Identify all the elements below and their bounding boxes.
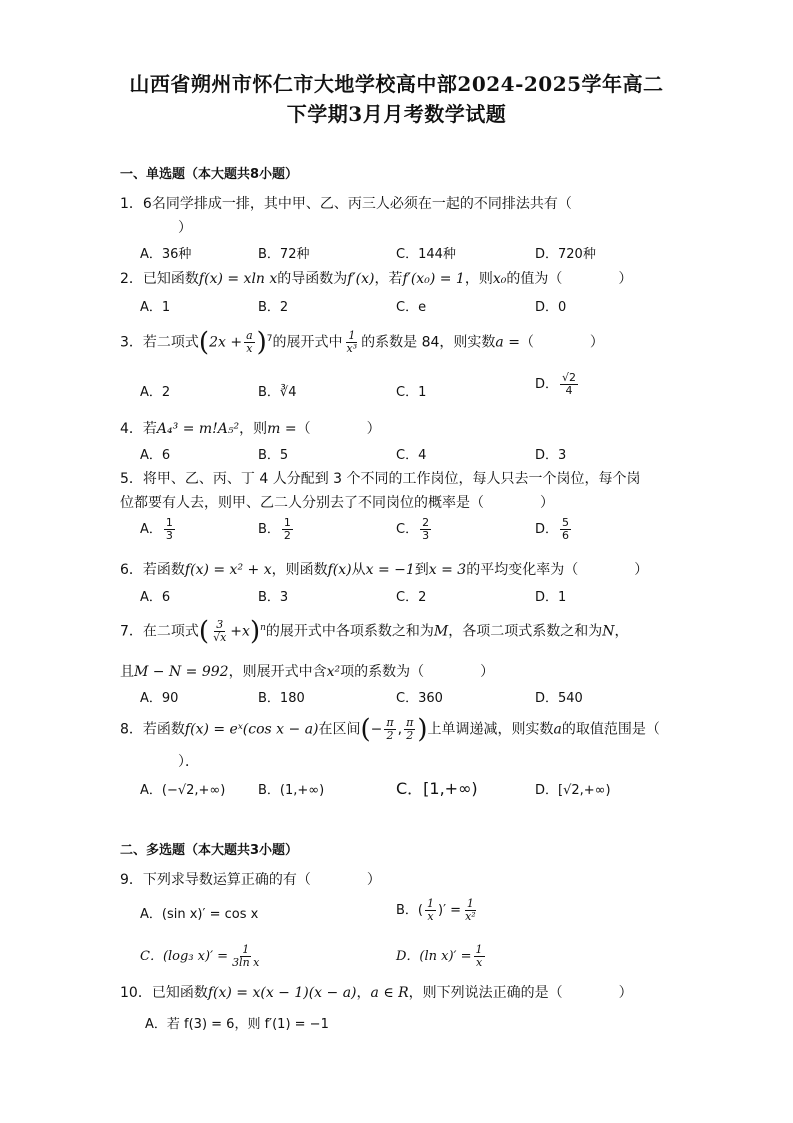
q5-option-b-label: B． [258,522,280,537]
q9-option-a[interactable]: A．(sin x)′ = cos x [140,907,259,922]
q10-end: ，则下列说法正确的是（ ） [408,985,633,1001]
exam-title-line2: 下学期3月月考数学试题 [286,102,507,126]
question-6-text [120,559,648,579]
q7-M: M [433,623,449,640]
q8-int-l-num: π [386,716,394,729]
q2-func: f(x) = xln x [198,271,278,287]
q8-option-a[interactable]: A．(−√2,+∞) [140,783,226,798]
q3-paren-right: ) [256,327,267,358]
q7-exp: n [260,622,266,633]
question-1-close: ） [178,220,192,236]
q10-pre: 10．已知函数 [120,985,208,1001]
q1-option-b[interactable]: B．72种 [258,247,310,262]
section-heading-single-choice: 一、单选题（本大题共8小题） [120,167,299,182]
q2-post: ，则 [464,271,493,287]
q7-option-b[interactable]: B．180 [258,691,305,706]
q9-option-b-frac2 [463,898,478,923]
q5-option-d-frac [560,517,571,542]
q8-int-r-num: π [406,716,414,729]
q8-var: a [553,721,562,738]
q9-c-num: 1 [242,943,250,956]
q9-option-d-pre: D．(ln x)′ = [396,949,472,964]
question-5-line1: 5．将甲、乙、丙、丁 4 人分配到 3 个不同的工作岗位，每人只去一个岗位，每个岗 [120,471,641,487]
q7-line2-pre: 且 [120,664,134,680]
q3-end: （ ） [519,334,604,351]
q5-option-a-frac [164,517,175,542]
question-3-text [120,327,604,358]
q4-post: ，则 [239,421,268,437]
q3-option-b[interactable]: B．∛4 [258,385,297,400]
q4-expr: A₄³ = m!A₅² [156,421,240,437]
q5-option-c-label: C． [396,522,419,537]
q2-option-c[interactable]: C．e [396,300,427,315]
q9-c-den: 3ln x [232,956,260,969]
q3-var: a = [495,334,520,351]
q2-pre: 2．已知函数 [120,271,199,287]
q3-option-d-label: D． [535,377,559,392]
q6-a: x = −1 [365,562,415,578]
q6-option-c[interactable]: C．2 [396,590,427,605]
q5-a-den: 3 [165,529,173,542]
q7-frac-den: √x [213,631,227,644]
question-7-line2 [120,661,494,681]
q7-mid: 的展开式中各项系数之和为 [265,623,434,640]
q1-option-a[interactable]: A．36种 [140,247,192,262]
question-2-text [120,268,632,288]
q3-option-d-num: √2 [562,371,577,384]
q8-end: 的取值范围是（ [561,721,660,738]
q2-option-b[interactable]: B．2 [258,300,289,315]
q6-option-a[interactable]: A．6 [140,590,171,605]
q1-option-c[interactable]: C．144种 [396,247,456,262]
q2-end: 的值为（ ） [506,271,633,287]
q9-b-den2: x² [465,910,476,923]
q6-mid2: 从 [351,562,366,578]
question-7-line1 [120,616,629,647]
q8-option-d[interactable]: D．[√2,+∞) [535,783,611,798]
q6-func: f(x) = x² + x [184,562,272,578]
question-10-text [120,982,633,1002]
q5-c-num: 2 [422,516,430,529]
section-heading-multiple-choice: 二、多选题（本大题共3小题） [120,843,299,858]
q8-comma: , [397,721,403,738]
q4-end: （ ） [296,421,381,437]
q8-func: f(x) = eˣ(cos x − a) [184,721,319,738]
q8-minus: − [370,721,383,738]
q7-pre: 7．在二项式 [120,623,199,640]
q9-option-d-frac [474,944,485,969]
q3-fraction [244,330,255,355]
q3-term-den: x³ [346,342,358,355]
q8-mid: 在区间 [318,721,361,738]
q9-option-d[interactable] [396,944,487,969]
q5-option-a[interactable] [140,517,177,542]
q6-pre: 6．若函数 [120,562,185,578]
q3-paren-left: ( [198,327,210,358]
q9-d-num: 1 [475,943,483,956]
q9-option-b-post: )′ = [438,903,462,918]
q7-option-d[interactable]: D．540 [535,691,583,706]
q7-paren-right: ) [249,616,261,647]
q2-option-a[interactable]: A．1 [140,300,171,315]
q5-option-d-label: D． [535,522,559,537]
q4-option-c[interactable]: C．4 [396,448,427,463]
q5-option-d[interactable] [535,517,573,542]
q7-frac-num: 3 [216,618,224,631]
q5-option-b[interactable] [258,517,295,542]
q7-fraction [211,619,228,644]
q7-line2-mid: ，则展开式中含 [228,664,327,680]
q5-option-a-label: A． [140,522,162,537]
q3-frac-den: x [246,342,253,355]
q2-var: x₀ [492,271,507,287]
q8-int-right [404,717,415,742]
q8-option-c[interactable]: C．[1,+∞) [396,779,478,798]
q7-mid2: ，各项二项式系数之和为 [448,623,603,640]
q9-d-den: x [475,956,483,969]
q9-option-c-frac [230,944,261,969]
q6-f2: f(x) [327,562,352,578]
q8-int-l-den: 2 [386,729,394,742]
q6-option-b[interactable]: B．3 [258,590,289,605]
q9-option-b-frac1 [425,898,436,923]
q3-mid: 的展开式中 [272,334,343,351]
q8-int-left [384,717,395,742]
q10-cond: a ∈ R [370,985,409,1001]
question-5-line2: 位都要有人去，则甲、乙二人分别去了不同岗位的概率是（ ） [120,495,554,511]
q3-pre: 3．若二项式 [120,334,199,351]
q1-option-d[interactable]: D．720种 [535,247,596,262]
q5-option-c-frac [420,517,431,542]
q5-d-num: 5 [562,516,570,529]
q6-b: x = 3 [428,562,467,578]
q8-paren-left: ( [360,714,371,745]
q2-option-d[interactable]: D．0 [535,300,567,315]
q10-func: f(x) = x(x − 1)(x − a) [207,985,357,1001]
q8-paren-right: ) [417,714,428,745]
q7-option-a[interactable]: A．90 [140,691,179,706]
question-8-line1 [120,714,660,745]
q3-term [345,330,360,355]
q4-option-a[interactable]: A．6 [140,448,171,463]
exam-title-line1: 山西省朔州市怀仁市大地学校高中部2024-2025学年高二 [129,72,664,96]
q7-end: ， [614,623,629,640]
q3-option-d-frac [560,372,578,397]
q3-option-a[interactable]: A．2 [140,385,171,400]
q3-frac-num: a [246,329,253,342]
q4-var: m = [267,421,297,437]
q2-cond: f′(x₀) = 1 [402,271,465,287]
q5-a-num: 1 [165,516,173,529]
q9-b-num1: 1 [427,897,434,910]
q3-base: 2x + [209,334,243,351]
q3-option-d-den: 4 [565,384,573,397]
q3-option-d[interactable] [535,372,580,397]
q3-term-num: 1 [348,329,356,342]
q7-N: N [602,623,615,640]
q8-int-r-den: 2 [406,729,414,742]
q5-option-b-frac [282,517,293,542]
q5-b-den: 2 [283,529,291,542]
q6-mid3: 到 [414,562,429,578]
q8-post: 上单调递减，则实数 [427,721,554,738]
q7-option-c[interactable]: C．360 [396,691,443,706]
q9-option-b-pre: B．( [396,903,423,918]
q3-option-c[interactable]: C．1 [396,385,427,400]
q5-d-den: 6 [562,529,570,542]
q2-mid2: ，若 [374,271,403,287]
q7-line2-end: 项的系数为（ ） [340,664,495,680]
q9-option-b[interactable] [396,898,480,923]
q4-option-d[interactable]: D．3 [535,448,567,463]
q8-option-b[interactable]: B．(1,+∞) [258,783,325,798]
question-1-text: 1．6名同学排成一排，其中甲、乙、丙三人必须在一起的不同排法共有（ [120,196,572,212]
q9-option-c-pre: C．(log₃ x)′ = [140,949,229,964]
q7-cond: M − N = 992 [134,664,229,680]
q5-b-num: 1 [283,516,291,529]
q2-mid: 的导函数为 [277,271,348,287]
q6-mid: ，则函数 [271,562,328,578]
q10-option-a[interactable]: A．若 f(3) = 6，则 f′(1) = −1 [145,1017,329,1032]
q2-deriv: f′(x) [347,271,375,287]
question-8-line2: ）． [178,754,199,770]
q9-b-num2: 1 [466,897,474,910]
q7-term: x² [326,664,341,680]
question-9-text: 9．下列求导数运算正确的有（ ） [120,872,381,888]
q6-option-d[interactable]: D．1 [535,590,567,605]
q6-end: 的平均变化率为（ ） [466,562,649,578]
q9-b-den1: x [427,910,434,923]
q10-mid: ， [356,985,371,1001]
q5-c-den: 3 [422,529,430,542]
q5-option-c[interactable] [396,517,433,542]
q3-post: 的系数是 84，则实数 [361,334,496,351]
q9-option-c[interactable] [140,944,263,969]
question-4-text [120,418,381,438]
q7-paren-left: ( [198,616,210,647]
q4-pre: 4．若 [120,421,157,437]
q7-base-tail: +x [230,623,250,640]
q3-exp: 7 [266,333,273,344]
q4-option-b[interactable]: B．5 [258,448,289,463]
q8-pre: 8．若函数 [120,721,185,738]
